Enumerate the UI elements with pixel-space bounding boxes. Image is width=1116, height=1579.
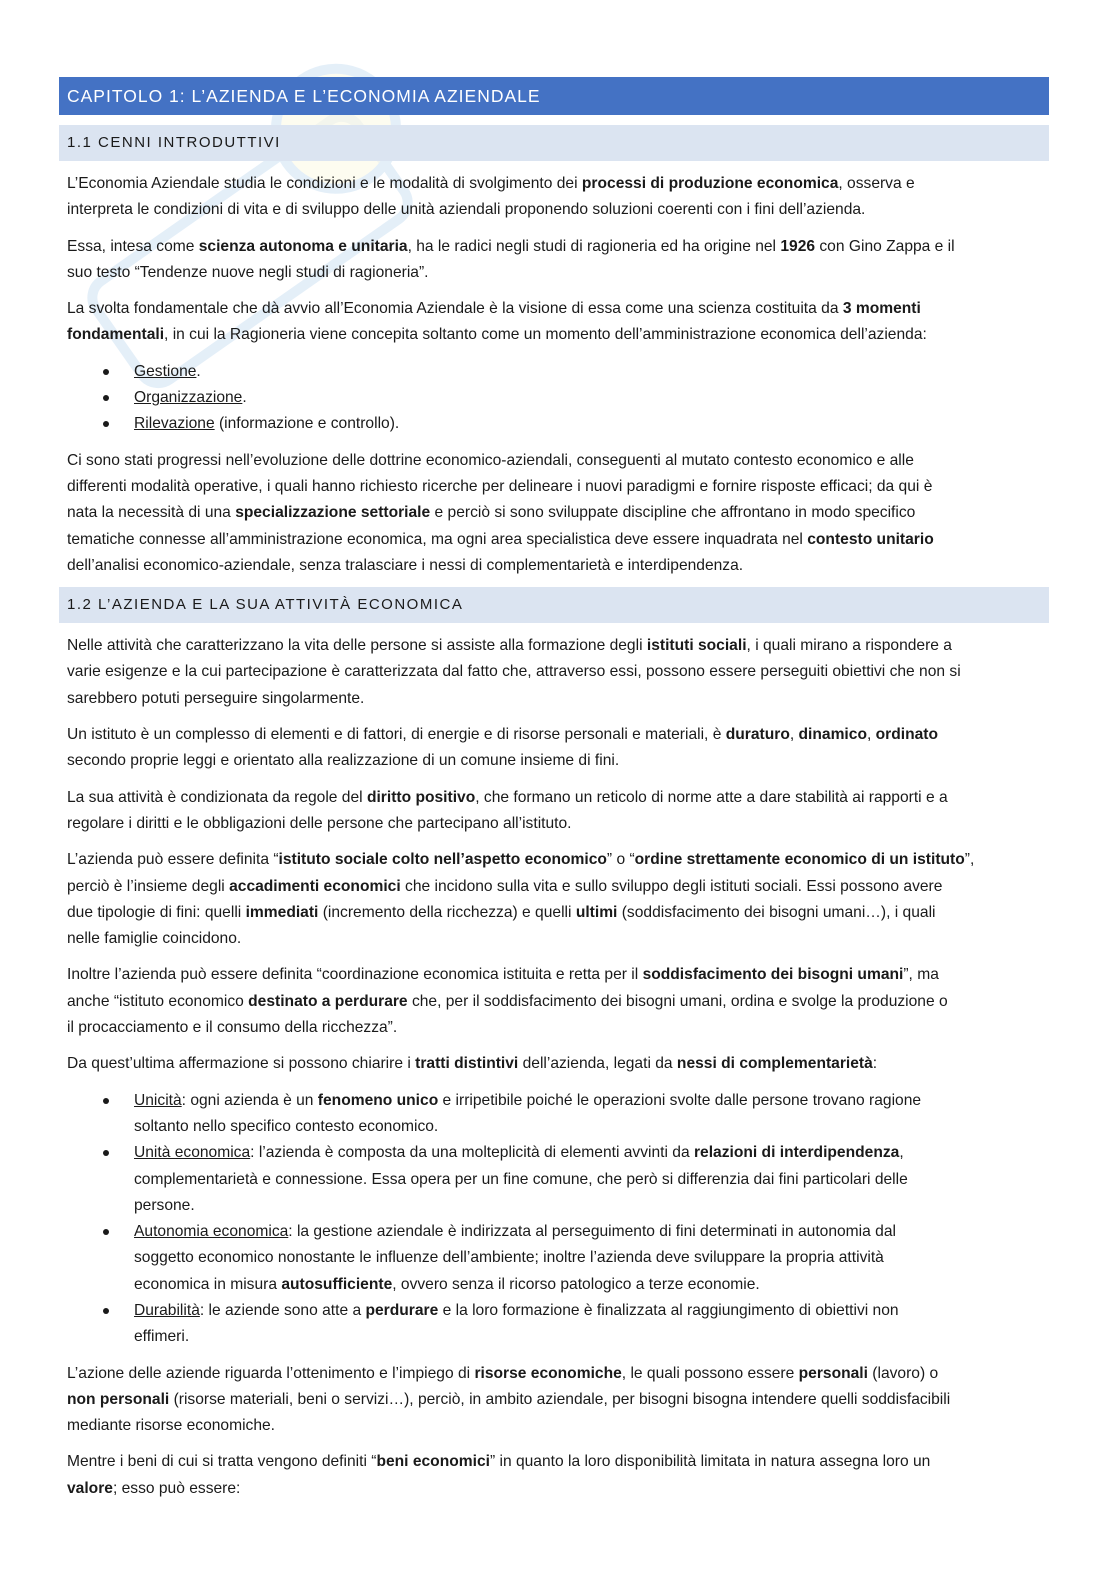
section-heading-1-2: 1.2 L’AZIENDA E LA SUA ATTIVITÀ ECONOMICA <box>59 587 1049 623</box>
bullet-list <box>59 1088 1049 1351</box>
document-page <box>59 77 1049 1502</box>
list-item: Durabilità: le aziende sono atte a perdurare e la loro formazione è finalizzata al raggiungimento di obiettivi non effimeri. <box>134 1298 1049 1351</box>
paragraph: Nelle attività che caratterizzano la vita delle persone si assiste alla formazione degli istituti sociali, i quali mirano a rispondere a varie esigenze e la cui partecipazione è caratterizzata dal fatto che, attraverso essi, possono essere perseguiti obiettivi che non si sarebbero potuti perseguire singolarmente. <box>67 637 961 707</box>
paragraph: La svolta fondamentale che dà avvio all’Economia Aziendale è la visione di essa come una scienza costituita da 3 momenti fondamentali, in cui la Ragioneria viene concepita soltanto come un momento dell’amministrazione economica dell’azienda: <box>67 300 927 344</box>
paragraph: Essa, intesa come scienza autonoma e unitaria, ha le radici negli studi di ragioneria ed ha origine nel 1926 con Gino Zappa e il suo testo “Tendenze nuove negli studi di ragioneria”. <box>67 237 955 281</box>
paragraph: La sua attività è condizionata da regole del diritto positivo, che formano un reticolo di norme atte a dare stabilità ai rapporti e a regolare i diritti e le obbligazioni delle persone che partecipano all’istituto. <box>67 788 948 832</box>
bullet-list <box>59 359 1049 438</box>
list-item: Unità economica: l’azienda è composta da una molteplicità di elementi avvinti da relazioni di interdipendenza, complementarietà e connessione. Essa opera per un fine comune, che però si differenzia dai fini particolari delle persone. <box>134 1140 1049 1219</box>
section-heading-1-1: 1.1 CENNI INTRODUTTIVI <box>59 125 1049 161</box>
paragraph: Inoltre l’azienda può essere definita “coordinazione economica istituita e retta per il soddisfacimento dei bisogni umani”, ma anche “istituto economico destinato a perdurare che, per il soddisfacimento dei bisogni umani, ordina e svolge la produzione o il procacciamento e il consumo della ricchezza”. <box>67 966 948 1037</box>
paragraph: Un istituto è un complesso di elementi e di fattori, di energie e di risorse personali e materiali, è duraturo, dinamico, ordinato secondo proprie leggi e orientato alla realizzazione di un comune insieme di fini. <box>67 726 939 770</box>
list-item: Rilevazione (informazione e controllo). <box>134 411 1049 437</box>
paragraph: L’Economia Aziendale studia le condizioni e le modalità di svolgimento dei processi di produzione economica, osserva e interpreta le condizioni di vita e di sviluppo delle unità aziendali proponendo soluzioni coerenti con i fini dell’azienda. <box>67 175 915 219</box>
chapter-title: CAPITOLO 1: L’AZIENDA E L’ECONOMIA AZIENDALE <box>59 77 1049 115</box>
paragraph: Da quest’ultima affermazione si possono chiarire i tratti distintivi dell’azienda, legati da nessi di complementarietà: <box>67 1055 878 1073</box>
paragraph: L’azienda può essere definita “istituto sociale colto nell’aspetto economico” o “ordine strettamente economico di un istituto”, perciò è l’insieme degli accadimenti economici che incidono sulla vita e sullo sviluppo degli istituti sociali. Essi possono avere due tipologie di fini: quelli immediati (incremento della ricchezza) e quelli ultimi (soddisfacimento dei bisogni umani…), i quali nelle famiglie coincidono. <box>67 851 975 948</box>
paragraph: L’azione delle aziende riguarda l’ottenimento e l’impiego di risorse economiche, le quali possono essere personali (lavoro) o non personali (risorse materiali, beni o servizi…), perciò, in ambito aziendale, per bisogni bisogna intendere quelli soddisfacibili mediante risorse economiche. <box>67 1364 951 1435</box>
list-item: Organizzazione. <box>134 385 1049 411</box>
list-item: Autonomia economica: la gestione aziendale è indirizzata al perseguimento di fini determinati in autonomia dal soggetto economico nonostante le influenze dell’ambiente; inoltre l’azienda deve sviluppare la propria attività economica in misura autosufficiente, ovvero senza il ricorso patologico a terze economie. <box>134 1219 1049 1298</box>
list-item: Unicità: ogni azienda è un fenomeno unico e irripetibile poiché le operazioni svolte dalle persone trovano ragione soltanto nello specifico contesto economico. <box>134 1088 1049 1141</box>
list-item: Gestione. <box>134 359 1049 385</box>
paragraph: Mentre i beni di cui si tratta vengono definiti “beni economici” in quanto la loro disponibilità limitata in natura assegna loro un valore; esso può essere: <box>67 1453 931 1497</box>
paragraph: Ci sono stati progressi nell’evoluzione delle dottrine economico-aziendali, conseguenti al mutato contesto economico e alle differenti modalità operative, i quali hanno richiesto ricerche per delineare i nuovi paradigmi e fornire risposte efficaci; da qui è nata la necessità di una specializzazione settoriale e perciò si sono sviluppate discipline che affrontano in modo specifico tematiche connesse all’amministrazione economica, ma ogni area specialistica deve essere inquadrata nel contesto unitario dell’analisi economico-aziendale, senza tralasciare i nessi di complementarietà e interdipendenza. <box>67 451 934 574</box>
